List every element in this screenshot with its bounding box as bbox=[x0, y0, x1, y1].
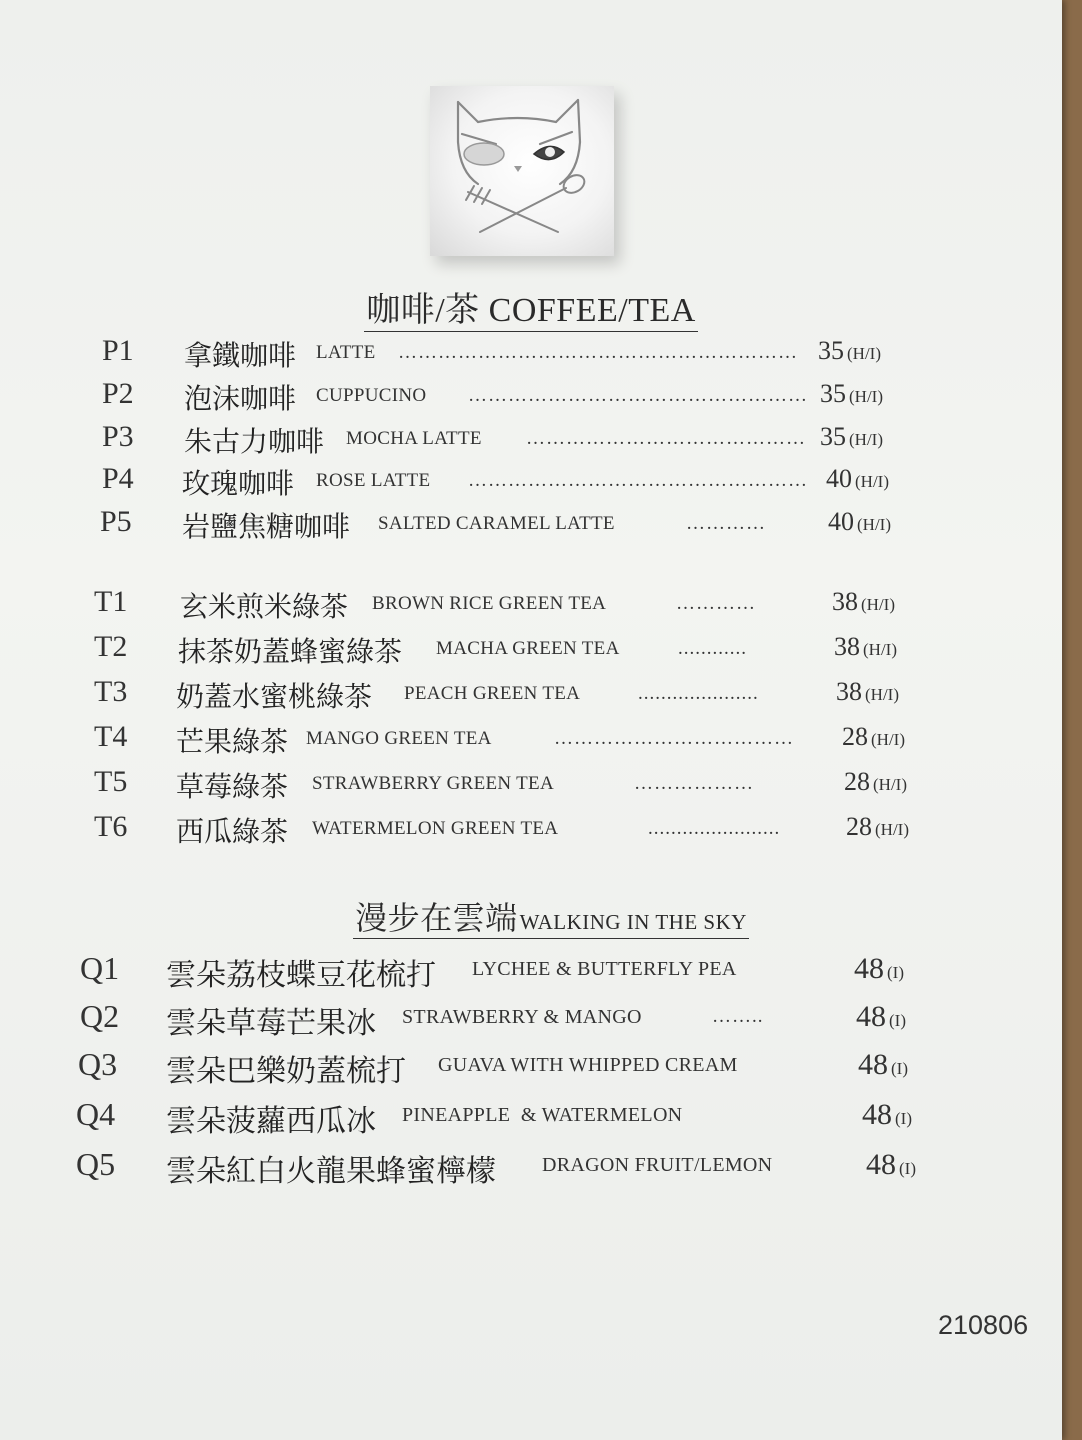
item-size: (H/I) bbox=[855, 472, 889, 491]
item-code: Q1 bbox=[80, 950, 120, 986]
item-size: (I) bbox=[889, 1011, 906, 1030]
item-name-en: GUAVA WITH WHIPPED CREAM bbox=[438, 1054, 738, 1076]
section-title-en: WALKING IN THE SKY bbox=[519, 910, 747, 934]
menu-item bbox=[76, 1096, 936, 1139]
item-price: 38 bbox=[834, 632, 860, 661]
leader-dots: …….. bbox=[712, 1006, 764, 1027]
item-name-zh: 朱古力咖啡 bbox=[184, 425, 325, 458]
item-code: T5 bbox=[94, 765, 128, 798]
item-name-en: PEACH GREEN TEA bbox=[404, 683, 581, 704]
item-price: 48 bbox=[858, 1048, 888, 1081]
section-title-en: COFFEE/TEA bbox=[488, 292, 696, 329]
item-name-zh: 玫瑰咖啡 bbox=[182, 467, 295, 500]
item-code: Q4 bbox=[76, 1096, 116, 1132]
item-code: P1 bbox=[102, 334, 134, 367]
item-name-zh: 拿鐵咖啡 bbox=[184, 339, 297, 372]
item-name-zh: 玄米煎米綠茶 bbox=[180, 590, 349, 623]
item-name-en: MACHA GREEN TEA bbox=[436, 638, 620, 659]
item-name-zh: 岩鹽焦糖咖啡 bbox=[182, 510, 351, 543]
item-size: (H/I) bbox=[873, 775, 907, 794]
item-name-zh: 雲朵巴樂奶蓋梳打 bbox=[166, 1054, 406, 1089]
item-name-en: STRAWBERRY & MANGO bbox=[402, 1006, 642, 1028]
item-size: (H/I) bbox=[871, 730, 905, 749]
item-size: (H/I) bbox=[857, 515, 891, 534]
leader-dots: …………………………………………… bbox=[468, 470, 808, 491]
item-name-en: SALTED CARAMEL LATTE bbox=[378, 513, 615, 534]
item-size: (H/I) bbox=[875, 820, 909, 839]
section-title-zh: 漫步在雲端 bbox=[355, 900, 518, 936]
cat-logo-icon bbox=[430, 86, 614, 256]
menu-item bbox=[94, 810, 934, 850]
item-price: 48 bbox=[866, 1148, 896, 1181]
item-name-en: LYCHEE & BUTTERFLY PEA bbox=[472, 958, 737, 980]
item-price: 48 bbox=[862, 1098, 892, 1131]
item-name-en: LATTE bbox=[316, 342, 376, 363]
menu-item bbox=[100, 505, 920, 545]
leader-dots: ..................... bbox=[638, 683, 759, 704]
item-price: 35 bbox=[820, 422, 846, 451]
item-name-zh: 草莓綠茶 bbox=[176, 770, 289, 803]
section-title-walking-in-the-sky bbox=[20, 893, 1082, 939]
item-name-en: WATERMELON GREEN TEA bbox=[312, 818, 559, 839]
item-name-zh: 泡沫咖啡 bbox=[184, 382, 297, 415]
leader-dots: ………… bbox=[676, 593, 756, 614]
item-name-en: CUPPUCINO bbox=[316, 385, 427, 406]
item-price: 38 bbox=[836, 677, 862, 706]
item-price: 28 bbox=[842, 722, 868, 751]
leader-dots: ……………………………… bbox=[554, 728, 794, 749]
item-code: T2 bbox=[94, 630, 128, 663]
item-size: (I) bbox=[895, 1109, 912, 1128]
item-code: Q5 bbox=[76, 1146, 116, 1182]
menu-item bbox=[76, 1146, 946, 1189]
leader-dots: …………………………………………… bbox=[468, 385, 808, 406]
item-code: T3 bbox=[94, 675, 128, 708]
menu-page-number: 210806 bbox=[938, 1310, 1029, 1340]
item-size: (H/I) bbox=[849, 430, 883, 449]
item-name-en: MOCHA LATTE bbox=[346, 428, 482, 449]
item-size: (H/I) bbox=[847, 344, 881, 363]
menu-item bbox=[102, 420, 922, 460]
item-price: 28 bbox=[846, 812, 872, 841]
item-name-zh: 雲朵菠蘿西瓜冰 bbox=[166, 1104, 376, 1139]
menu-item bbox=[94, 720, 934, 760]
item-size: (H/I) bbox=[849, 387, 883, 406]
menu-item bbox=[94, 585, 934, 625]
leader-dots: …………………………………… bbox=[526, 428, 806, 449]
leader-dots: ............ bbox=[678, 638, 747, 659]
item-code: T1 bbox=[94, 585, 128, 618]
item-code: P2 bbox=[102, 377, 134, 410]
menu-item bbox=[80, 998, 940, 1041]
item-name-zh: 抹茶奶蓋蜂蜜綠茶 bbox=[178, 635, 403, 668]
menu-item bbox=[102, 334, 922, 374]
item-name-en: BROWN RICE GREEN TEA bbox=[372, 593, 607, 614]
item-price: 35 bbox=[818, 336, 844, 365]
item-code: P3 bbox=[102, 420, 134, 453]
item-code: Q3 bbox=[78, 1046, 118, 1082]
item-code: P4 bbox=[102, 462, 134, 495]
item-code: T6 bbox=[94, 810, 128, 843]
menu-item bbox=[94, 630, 934, 670]
item-price: 38 bbox=[832, 587, 858, 616]
item-price: 48 bbox=[854, 952, 884, 985]
item-size: (I) bbox=[899, 1159, 916, 1178]
item-code: T4 bbox=[94, 720, 128, 753]
item-name-zh: 芒果綠茶 bbox=[176, 725, 289, 758]
leader-dots: …………………………………………………… bbox=[398, 342, 798, 363]
item-name-zh: 雲朵荔枝蝶豆花梳打 bbox=[166, 958, 436, 993]
section-title-zh: 咖啡/茶 bbox=[366, 292, 480, 329]
item-size: (H/I) bbox=[861, 595, 895, 614]
item-name-zh: 奶蓋水蜜桃綠茶 bbox=[176, 680, 373, 713]
item-price: 48 bbox=[856, 1000, 886, 1033]
item-name-en: ROSE LATTE bbox=[316, 470, 431, 491]
item-name-en: PINEAPPLE & WATERMELON bbox=[402, 1104, 683, 1126]
menu-item bbox=[78, 1046, 938, 1089]
item-price: 35 bbox=[820, 379, 846, 408]
item-name-en: DRAGON FRUIT/LEMON bbox=[542, 1154, 773, 1176]
item-name-en: STRAWBERRY GREEN TEA bbox=[312, 773, 554, 794]
item-name-en: MANGO GREEN TEA bbox=[306, 728, 492, 749]
leader-dots: ………… bbox=[686, 513, 766, 534]
menu-item bbox=[94, 765, 934, 805]
item-name-zh: 雲朵紅白火龍果蜂蜜檸檬 bbox=[166, 1154, 496, 1189]
item-price: 40 bbox=[828, 507, 854, 536]
item-size: (H/I) bbox=[863, 640, 897, 659]
item-name-zh: 西瓜綠茶 bbox=[176, 815, 289, 848]
item-code: Q2 bbox=[80, 998, 120, 1034]
item-price: 28 bbox=[844, 767, 870, 796]
item-price: 40 bbox=[826, 464, 852, 493]
item-size: (I) bbox=[887, 963, 904, 982]
menu-item bbox=[102, 462, 922, 502]
leader-dots: ……………… bbox=[634, 773, 754, 794]
item-size: (H/I) bbox=[865, 685, 899, 704]
menu-item bbox=[102, 377, 922, 417]
menu-item bbox=[94, 675, 934, 715]
menu-item bbox=[80, 950, 940, 993]
leader-dots: ....................... bbox=[648, 818, 781, 839]
section-title-coffee-tea bbox=[0, 282, 1062, 331]
item-code: P5 bbox=[100, 505, 132, 538]
item-name-zh: 雲朵草莓芒果冰 bbox=[166, 1006, 376, 1041]
item-size: (I) bbox=[891, 1059, 908, 1078]
